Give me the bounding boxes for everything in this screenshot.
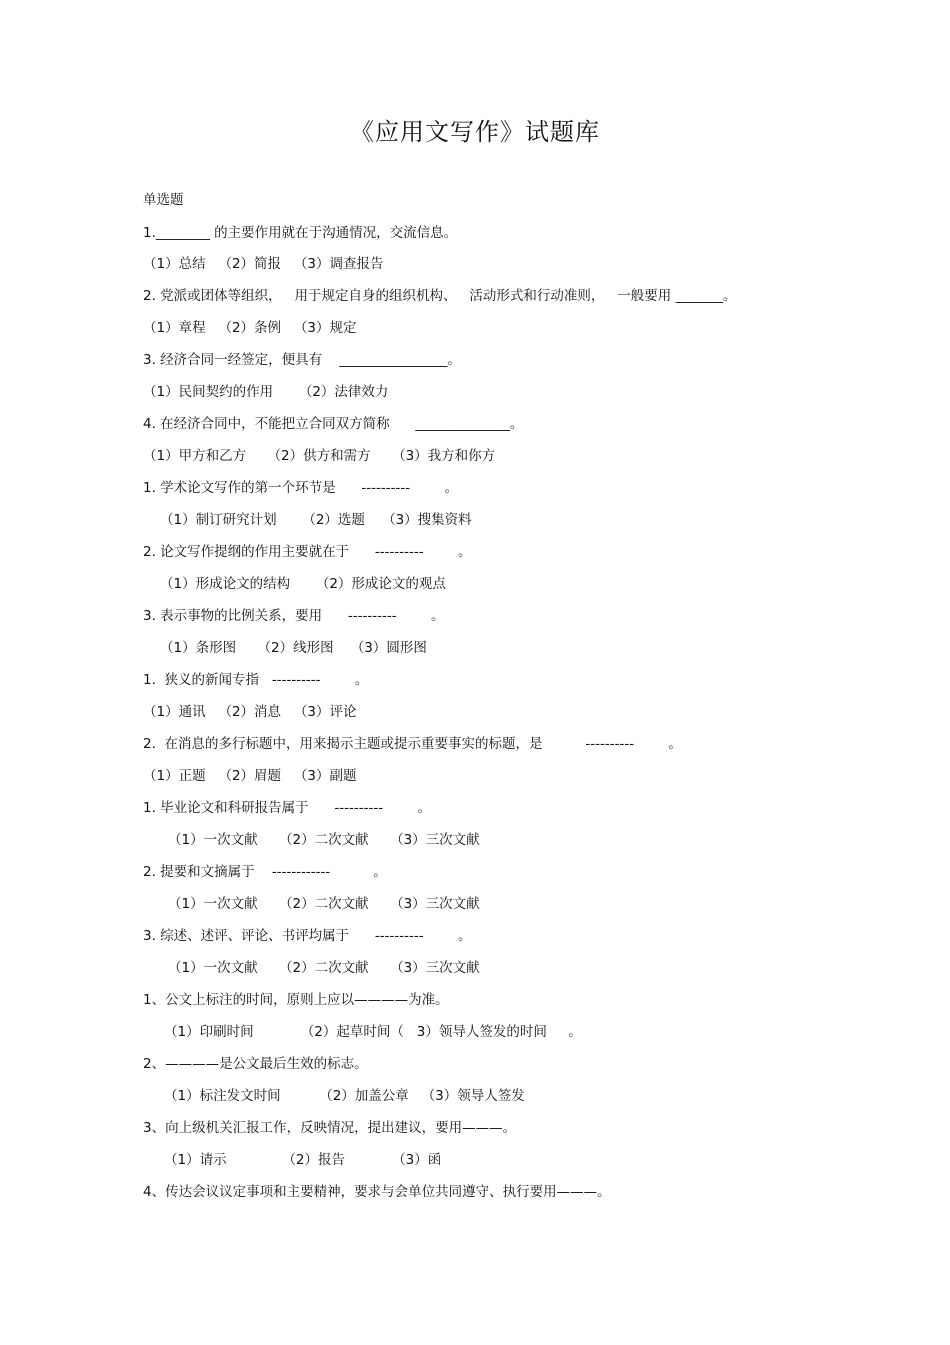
options-line: （1）章程 （2）条例 （3）规定 <box>143 320 357 336</box>
question-line: 3. 综述、述评、评论、书评均属于 ---------- 。 <box>143 928 472 944</box>
options-line: （1）一次文献 （2）二次文献 （3）三次文献 <box>168 960 480 976</box>
options-line: （1）一次文献 （2）二次文献 （3）三次文献 <box>168 832 480 848</box>
options-line: （1）形成论文的结构 （2）形成论文的观点 <box>160 576 446 592</box>
options-line: （1）一次文献 （2）二次文献 （3）三次文献 <box>168 896 480 912</box>
question-line: 4、传达会议议定事项和主要精神，要求与会单位共同遵守、执行要用———。 <box>143 1184 611 1200</box>
question-line: 1、公文上标注的时间，原则上应以————为准。 <box>143 992 449 1008</box>
options-line: （1）总结 （2）简报 （3）调查报告 <box>143 256 384 272</box>
page-title: 《应用文写作》试题库 <box>350 118 600 146</box>
question-line: 2、————是公文最后生效的标志。 <box>143 1056 368 1072</box>
options-line: （1）民间契约的作用 （2）法律效力 <box>143 384 389 400</box>
question-line: 2. 党派或团体等组织， 用于规定自身的组织机构、 活动形式和行动准则， 一般要用 _______。 <box>143 288 737 304</box>
options-line: （1）通讯 （2）消息 （3）评论 <box>143 704 357 720</box>
question-line: 3、向上级机关汇报工作，反映情况，提出建议，要用———。 <box>143 1120 517 1136</box>
question-line: 2. 论文写作提纲的作用主要就在于 ---------- 。 <box>143 544 472 560</box>
question-line: 3. 经济合同一经签定，便具有 ________________。 <box>143 352 461 368</box>
options-line: （1）请示 （2）报告 （3）函 <box>164 1152 442 1168</box>
question-line: 2. 在消息的多行标题中，用来揭示主题或提示重要事实的标题，是 ---------- 。 <box>143 736 682 752</box>
options-line: （1）印刷时间 （2）起草时间（ 3）领导人签发的时间 。 <box>164 1024 582 1040</box>
question-line: 1.________ 的主要作用就在于沟通情况，交流信息。 <box>143 225 458 241</box>
question-line: 2. 提要和文摘属于 ------------ 。 <box>143 864 387 880</box>
question-line: 1. 学术论文写作的第一个环节是 ---------- 。 <box>143 480 458 496</box>
question-line: 1. 毕业论文和科研报告属于 ---------- 。 <box>143 800 431 816</box>
options-line: （1）条形图 （2）线形图 （3）圆形图 <box>160 640 427 656</box>
options-line: （1）标注发文时间 （2）加盖公章 （3）领导人签发 <box>164 1088 525 1104</box>
options-line: （1）制订研究计划 （2）选题 （3）搜集资料 <box>160 512 472 528</box>
question-line: 1. 狭义的新闻专指 ---------- 。 <box>143 672 369 688</box>
question-line: 4. 在经济合同中，不能把立合同双方简称 ______________。 <box>143 416 524 432</box>
options-line: （1）正题 （2）眉题 （3）副题 <box>143 768 357 784</box>
options-line: （1）甲方和乙方 （2）供方和需方 （3）我方和你方 <box>143 448 496 464</box>
section-heading: 单选题 <box>143 192 184 208</box>
question-line: 3. 表示事物的比例关系，要用 ---------- 。 <box>143 608 445 624</box>
